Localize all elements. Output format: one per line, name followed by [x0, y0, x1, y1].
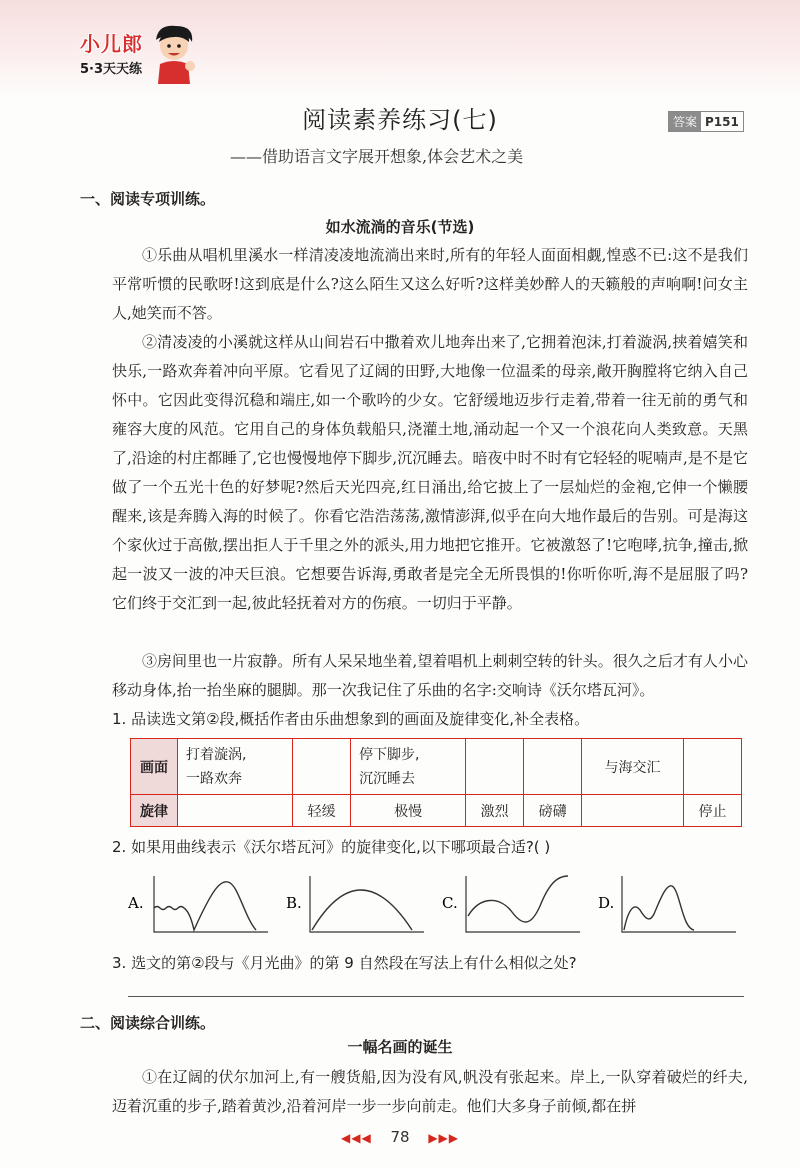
answer-table	[130, 738, 742, 827]
table-blank-scene-4[interactable]	[466, 739, 524, 795]
option-d[interactable]	[598, 876, 736, 932]
scene-1-line-2: 一路欢奔	[186, 770, 242, 787]
curve-a	[154, 882, 256, 930]
brand-subtitle: 5·3天天练	[80, 62, 143, 77]
brand-name: 小儿郎	[80, 32, 143, 56]
table-blank-melody-6[interactable]	[582, 795, 684, 827]
table-row-melody	[131, 795, 742, 827]
scene-1-line-1: 打着漩涡,	[186, 746, 247, 763]
option-d-label: D.	[598, 894, 615, 912]
passage1-title: 如水流淌的音乐(节选)	[325, 218, 475, 236]
table-header-scene: 画面	[131, 739, 178, 795]
answer-reference	[668, 111, 744, 132]
axis-d	[622, 876, 736, 932]
table-cell-scene-6: 与海交汇	[582, 739, 684, 795]
table-cell-melody-5: 磅礴	[524, 795, 582, 827]
table-cell-scene-1	[178, 739, 293, 795]
table-blank-scene-2[interactable]	[293, 739, 351, 795]
melody-curve-options	[128, 870, 748, 940]
passage1-paragraph-2: ②清凌凌的小溪就这样从山间岩石中撒着欢儿地奔出来了,它拥着泡沫,打着漩涡,挟着嬉笑和快乐,一路欢奔着冲向平原。它看见了辽阔的田野,大地像一位温柔的母亲,敞开胸膛将它纳入自己怀中。它因此变得沉稳和端庄,如一个歌吟的少女。它舒缓地迈步行走着,带着一往无前的勇气和雍容大度的风范。它用自己的身体负载船只,浇灌土地,涌动起一个又一个浪花向人类致意。天黑了,沿途的村庄都睡了,它也慢慢地停下脚步,沉沉睡去。暗夜中时不时有它轻轻的呢喃声,是不是它做了一个五光十色的好梦呢?然后天光四亮,红日涌出,给它披上了一层灿烂的金袍,它伸一个懒腰醒来,该是奔腾入海的时候了。你看它浩浩荡荡,激情澎湃,似乎在向大地作最后的告别。可是海这个家伙过于高傲,摆出拒人于千里之外的派头,用力地把它推开。它被激怒了!它咆哮,抗争,撞击,掀起一波又一波的冲天巨浪。它想要告诉海,勇敢者是完全无所畏惧的!你听你听,海不是屈服了吗?它们终于交汇到一起,彼此轻抚着对方的伤痕。一切归于平静。	[112, 333, 748, 612]
answer-line[interactable]	[128, 996, 744, 997]
option-c[interactable]	[442, 876, 580, 932]
left-arrows-icon: ◀◀◀	[340, 1131, 372, 1145]
page-number: 78	[390, 1128, 410, 1146]
option-a-label: A.	[128, 894, 144, 912]
brand-logo	[80, 28, 200, 88]
mascot-boy-icon	[146, 22, 200, 84]
question-1: 1. 品读选文第②段,概括作者由乐曲想象到的画面及旋律变化,补全表格。	[112, 710, 590, 728]
curve-d	[624, 886, 694, 930]
page-title: 阅读素养练习(七)	[302, 106, 498, 134]
question-2: 2. 如果用曲线表示《沃尔塔瓦河》的旋律变化,以下哪项最合适?( )	[112, 838, 551, 856]
table-cell-melody-4: 激烈	[466, 795, 524, 827]
passage1-paragraph-1: ①乐曲从唱机里溪水一样清凌凌地流淌出来时,所有的年轻人面面相觑,惶惑不已:这不是我们平常听惯的民歌呀!这到底是什么?这么陌生又这么好听?这样美妙醉人的天籁般的声响啊!问女主人,她笑而不答。	[112, 246, 748, 322]
page-footer	[0, 1128, 800, 1146]
table-blank-scene-7[interactable]	[683, 739, 741, 795]
answer-label: 答案	[669, 112, 701, 131]
table-blank-scene-5[interactable]	[524, 739, 582, 795]
section2-heading: 二、阅读综合训练。	[80, 1014, 216, 1032]
option-b[interactable]	[286, 876, 424, 932]
scene-3-line-2: 沉沉睡去	[359, 770, 416, 787]
table-blank-melody-1[interactable]	[178, 795, 293, 827]
scene-3-line-1: 停下脚步,	[359, 746, 420, 763]
table-header-melody: 旋律	[131, 795, 178, 827]
curve-c	[468, 876, 568, 922]
table-row-scene	[131, 739, 742, 795]
section1-heading: 一、阅读专项训练。	[80, 190, 216, 208]
table-cell-melody-3: 极慢	[351, 795, 466, 827]
option-b-label: B.	[286, 894, 302, 912]
option-a[interactable]	[128, 876, 268, 932]
passage2-paragraph-1: ①在辽阔的伏尔加河上,有一艘货船,因为没有风,帆没有张起来。岸上,一队穿着破烂的纤夫,迈着沉重的步子,踏着黄沙,沿着河岸一步一步向前走。他们大多身子前倾,都在拼	[112, 1068, 748, 1115]
right-arrows-icon: ▶▶▶	[428, 1131, 460, 1145]
page-subtitle: ——借助语言文字展开想象,体会艺术之美	[230, 147, 524, 166]
table-cell-scene-3	[351, 739, 466, 795]
passage2-title: 一幅名画的诞生	[347, 1038, 453, 1056]
passage1-paragraph-3: ③房间里也一片寂静。所有人呆呆地坐着,望着唱机上刺刺空转的针头。很久之后才有人小心移动身体,抬一抬坐麻的腿脚。那一次我记住了乐曲的名字:交响诗《沃尔塔瓦河》。	[112, 652, 748, 699]
option-c-label: C.	[442, 894, 458, 912]
table-cell-melody-2: 轻缓	[293, 795, 351, 827]
curve-b	[312, 890, 412, 930]
table-cell-melody-7: 停止	[683, 795, 741, 827]
question-3: 3. 选文的第②段与《月光曲》的第 9 自然段在写法上有什么相似之处?	[112, 954, 577, 972]
answer-page: P151	[705, 114, 739, 129]
axis-c	[466, 876, 580, 932]
